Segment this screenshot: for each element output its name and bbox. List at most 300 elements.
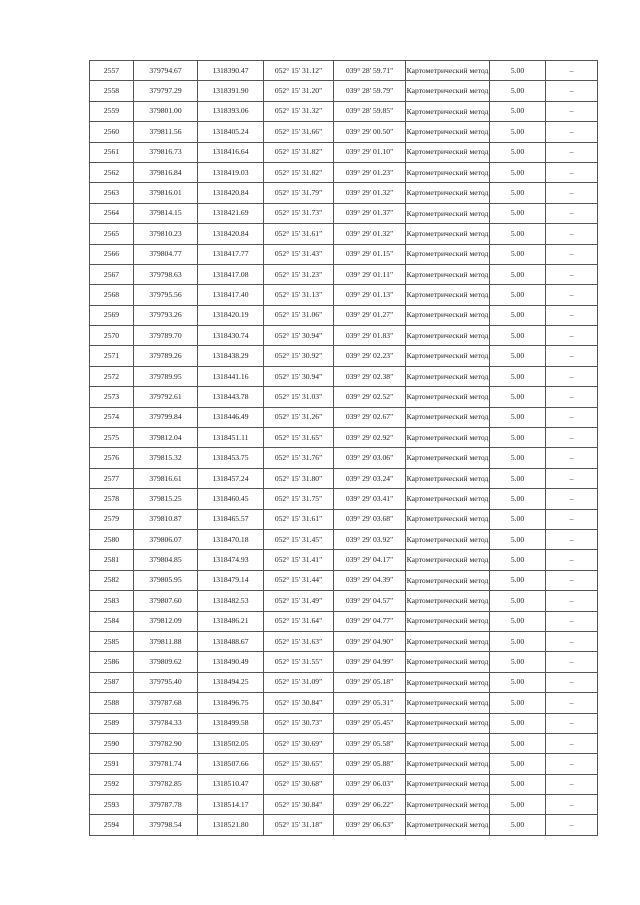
y-coordinate-cell: 1318502.05 — [198, 733, 264, 753]
method-cell: Картометрический метод — [406, 591, 490, 611]
accuracy-cell: 5.00 — [490, 672, 546, 692]
table-row — [90, 693, 598, 713]
method-cell: Картометрический метод — [406, 611, 490, 631]
longitude-cell: 039° 29' 00.50" — [334, 122, 406, 142]
latitude-cell: 052° 15' 30.94" — [264, 326, 334, 346]
accuracy-cell: 5.00 — [490, 101, 546, 121]
y-coordinate-cell: 1318451.11 — [198, 428, 264, 448]
method-cell: Картометрический метод — [406, 101, 490, 121]
description-cell: – — [546, 366, 598, 386]
x-coordinate-cell: 379781.74 — [134, 754, 198, 774]
accuracy-cell: 5.00 — [490, 509, 546, 529]
accuracy-cell: 5.00 — [490, 122, 546, 142]
y-coordinate-cell: 1318420.19 — [198, 305, 264, 325]
longitude-cell: 039° 29' 03.41" — [334, 489, 406, 509]
description-cell: – — [546, 122, 598, 142]
description-cell: – — [546, 428, 598, 448]
table-row — [90, 162, 598, 182]
point-number-cell: 2591 — [90, 754, 134, 774]
latitude-cell: 052° 15' 31.65" — [264, 428, 334, 448]
x-coordinate-cell: 379798.63 — [134, 264, 198, 284]
y-coordinate-cell: 1318421.69 — [198, 203, 264, 223]
description-cell: – — [546, 468, 598, 488]
table-row — [90, 611, 598, 631]
table-row — [90, 264, 598, 284]
y-coordinate-cell: 1318446.49 — [198, 407, 264, 427]
y-coordinate-cell: 1318499.58 — [198, 713, 264, 733]
x-coordinate-cell: 379797.29 — [134, 81, 198, 101]
method-cell: Картометрический метод — [406, 529, 490, 549]
latitude-cell: 052° 15' 31.06" — [264, 305, 334, 325]
x-coordinate-cell: 379804.77 — [134, 244, 198, 264]
latitude-cell: 052° 15' 31.03" — [264, 387, 334, 407]
method-cell: Картометрический метод — [406, 550, 490, 570]
description-cell: – — [546, 529, 598, 549]
longitude-cell: 039° 29' 03.24" — [334, 468, 406, 488]
table-row — [90, 672, 598, 692]
description-cell: – — [546, 631, 598, 651]
latitude-cell: 052° 15' 31.75" — [264, 489, 334, 509]
latitude-cell: 052° 15' 31.63" — [264, 631, 334, 651]
longitude-cell: 039° 29' 06.03" — [334, 774, 406, 794]
latitude-cell: 052° 15' 31.55" — [264, 652, 334, 672]
method-cell: Картометрический метод — [406, 61, 490, 81]
longitude-cell: 039° 29' 04.17" — [334, 550, 406, 570]
table-row — [90, 203, 598, 223]
longitude-cell: 039° 29' 02.23" — [334, 346, 406, 366]
method-cell: Картометрический метод — [406, 122, 490, 142]
table-row — [90, 448, 598, 468]
point-number-cell: 2560 — [90, 122, 134, 142]
table-row — [90, 591, 598, 611]
description-cell: – — [546, 224, 598, 244]
accuracy-cell: 5.00 — [490, 733, 546, 753]
y-coordinate-cell: 1318482.53 — [198, 591, 264, 611]
accuracy-cell: 5.00 — [490, 61, 546, 81]
y-coordinate-cell: 1318514.17 — [198, 795, 264, 815]
x-coordinate-cell: 379807.60 — [134, 591, 198, 611]
table-row — [90, 346, 598, 366]
point-number-cell: 2592 — [90, 774, 134, 794]
x-coordinate-cell: 379787.78 — [134, 795, 198, 815]
longitude-cell: 039° 29' 02.52" — [334, 387, 406, 407]
point-number-cell: 2578 — [90, 489, 134, 509]
method-cell: Картометрический метод — [406, 713, 490, 733]
point-number-cell: 2588 — [90, 693, 134, 713]
point-number-cell: 2563 — [90, 183, 134, 203]
longitude-cell: 039° 28' 59.79" — [334, 81, 406, 101]
x-coordinate-cell: 379782.85 — [134, 774, 198, 794]
point-number-cell: 2565 — [90, 224, 134, 244]
accuracy-cell: 5.00 — [490, 591, 546, 611]
point-number-cell: 2574 — [90, 407, 134, 427]
longitude-cell: 039° 29' 05.31" — [334, 693, 406, 713]
table-row — [90, 407, 598, 427]
table-row — [90, 713, 598, 733]
table-body — [90, 61, 598, 836]
table-row — [90, 774, 598, 794]
x-coordinate-cell: 379793.26 — [134, 305, 198, 325]
latitude-cell: 052° 15' 30.94" — [264, 366, 334, 386]
latitude-cell: 052° 15' 30.84" — [264, 795, 334, 815]
method-cell: Картометрический метод — [406, 754, 490, 774]
point-number-cell: 2566 — [90, 244, 134, 264]
y-coordinate-cell: 1318438.29 — [198, 346, 264, 366]
x-coordinate-cell: 379816.84 — [134, 162, 198, 182]
longitude-cell: 039° 29' 01.23" — [334, 162, 406, 182]
point-number-cell: 2585 — [90, 631, 134, 651]
y-coordinate-cell: 1318393.06 — [198, 101, 264, 121]
description-cell: – — [546, 570, 598, 590]
x-coordinate-cell: 379816.73 — [134, 142, 198, 162]
method-cell: Картометрический метод — [406, 81, 490, 101]
table-row — [90, 468, 598, 488]
description-cell: – — [546, 550, 598, 570]
x-coordinate-cell: 379806.07 — [134, 529, 198, 549]
longitude-cell: 039° 29' 01.13" — [334, 285, 406, 305]
latitude-cell: 052° 15' 31.79" — [264, 183, 334, 203]
method-cell: Картометрический метод — [406, 387, 490, 407]
longitude-cell: 039° 29' 06.22" — [334, 795, 406, 815]
latitude-cell: 052° 15' 31.26" — [264, 407, 334, 427]
x-coordinate-cell: 379789.70 — [134, 326, 198, 346]
x-coordinate-cell: 379795.40 — [134, 672, 198, 692]
point-number-cell: 2590 — [90, 733, 134, 753]
method-cell: Картометрический метод — [406, 428, 490, 448]
x-coordinate-cell: 379798.54 — [134, 815, 198, 835]
longitude-cell: 039° 29' 03.92" — [334, 529, 406, 549]
point-number-cell: 2559 — [90, 101, 134, 121]
accuracy-cell: 5.00 — [490, 611, 546, 631]
y-coordinate-cell: 1318465.57 — [198, 509, 264, 529]
point-number-cell: 2583 — [90, 591, 134, 611]
x-coordinate-cell: 379811.88 — [134, 631, 198, 651]
y-coordinate-cell: 1318490.49 — [198, 652, 264, 672]
accuracy-cell: 5.00 — [490, 795, 546, 815]
x-coordinate-cell: 379812.04 — [134, 428, 198, 448]
description-cell: – — [546, 305, 598, 325]
table-row — [90, 366, 598, 386]
table-row — [90, 631, 598, 651]
description-cell: – — [546, 611, 598, 631]
longitude-cell: 039° 29' 01.37" — [334, 203, 406, 223]
latitude-cell: 052° 15' 31.20" — [264, 81, 334, 101]
description-cell: – — [546, 733, 598, 753]
accuracy-cell: 5.00 — [490, 162, 546, 182]
description-cell: – — [546, 183, 598, 203]
method-cell: Картометрический метод — [406, 183, 490, 203]
longitude-cell: 039° 29' 04.90" — [334, 631, 406, 651]
method-cell: Картометрический метод — [406, 264, 490, 284]
method-cell: Картометрический метод — [406, 224, 490, 244]
longitude-cell: 039° 29' 02.67" — [334, 407, 406, 427]
x-coordinate-cell: 379787.68 — [134, 693, 198, 713]
latitude-cell: 052° 15' 31.73" — [264, 203, 334, 223]
latitude-cell: 052° 15' 31.18" — [264, 815, 334, 835]
longitude-cell: 039° 29' 01.27" — [334, 305, 406, 325]
longitude-cell: 039° 29' 01.83" — [334, 326, 406, 346]
longitude-cell: 039° 29' 04.77" — [334, 611, 406, 631]
y-coordinate-cell: 1318457.24 — [198, 468, 264, 488]
accuracy-cell: 5.00 — [490, 631, 546, 651]
x-coordinate-cell: 379794.67 — [134, 61, 198, 81]
table-row — [90, 244, 598, 264]
latitude-cell: 052° 15' 31.80" — [264, 468, 334, 488]
method-cell: Картометрический метод — [406, 142, 490, 162]
coordinates-table — [89, 60, 598, 836]
method-cell: Картометрический метод — [406, 774, 490, 794]
description-cell: – — [546, 264, 598, 284]
method-cell: Картометрический метод — [406, 631, 490, 651]
method-cell: Картометрический метод — [406, 448, 490, 468]
y-coordinate-cell: 1318443.78 — [198, 387, 264, 407]
description-cell: – — [546, 203, 598, 223]
latitude-cell: 052° 15' 30.65" — [264, 754, 334, 774]
accuracy-cell: 5.00 — [490, 387, 546, 407]
longitude-cell: 039° 29' 04.99" — [334, 652, 406, 672]
longitude-cell: 039° 29' 05.88" — [334, 754, 406, 774]
y-coordinate-cell: 1318391.90 — [198, 81, 264, 101]
accuracy-cell: 5.00 — [490, 815, 546, 835]
point-number-cell: 2558 — [90, 81, 134, 101]
x-coordinate-cell: 379812.09 — [134, 611, 198, 631]
y-coordinate-cell: 1318494.25 — [198, 672, 264, 692]
x-coordinate-cell: 379795.56 — [134, 285, 198, 305]
point-number-cell: 2562 — [90, 162, 134, 182]
table-row — [90, 81, 598, 101]
latitude-cell: 052° 15' 31.82" — [264, 162, 334, 182]
longitude-cell: 039° 29' 01.32" — [334, 224, 406, 244]
description-cell: – — [546, 101, 598, 121]
description-cell: – — [546, 693, 598, 713]
latitude-cell: 052° 15' 31.61" — [264, 224, 334, 244]
latitude-cell: 052° 15' 31.43" — [264, 244, 334, 264]
method-cell: Картометрический метод — [406, 733, 490, 753]
method-cell: Картометрический метод — [406, 346, 490, 366]
table-row — [90, 754, 598, 774]
table-row — [90, 795, 598, 815]
table-row — [90, 183, 598, 203]
accuracy-cell: 5.00 — [490, 407, 546, 427]
point-number-cell: 2571 — [90, 346, 134, 366]
description-cell: – — [546, 448, 598, 468]
x-coordinate-cell: 379814.15 — [134, 203, 198, 223]
latitude-cell: 052° 15' 31.66" — [264, 122, 334, 142]
longitude-cell: 039° 29' 03.68" — [334, 509, 406, 529]
x-coordinate-cell: 379811.56 — [134, 122, 198, 142]
longitude-cell: 039° 29' 01.32" — [334, 183, 406, 203]
table-row — [90, 733, 598, 753]
table-row — [90, 61, 598, 81]
table-row — [90, 387, 598, 407]
table-row — [90, 224, 598, 244]
y-coordinate-cell: 1318416.64 — [198, 142, 264, 162]
y-coordinate-cell: 1318417.08 — [198, 264, 264, 284]
method-cell: Картометрический метод — [406, 326, 490, 346]
description-cell: – — [546, 162, 598, 182]
method-cell: Картометрический метод — [406, 509, 490, 529]
latitude-cell: 052° 15' 31.49" — [264, 591, 334, 611]
description-cell: – — [546, 754, 598, 774]
latitude-cell: 052° 15' 31.13" — [264, 285, 334, 305]
description-cell: – — [546, 142, 598, 162]
description-cell: – — [546, 326, 598, 346]
accuracy-cell: 5.00 — [490, 366, 546, 386]
longitude-cell: 039° 28' 59.71" — [334, 61, 406, 81]
method-cell: Картометрический метод — [406, 285, 490, 305]
y-coordinate-cell: 1318488.67 — [198, 631, 264, 651]
longitude-cell: 039° 29' 04.39" — [334, 570, 406, 590]
longitude-cell: 039° 29' 05.58" — [334, 733, 406, 753]
description-cell: – — [546, 815, 598, 835]
latitude-cell: 052° 15' 31.23" — [264, 264, 334, 284]
table-row — [90, 652, 598, 672]
accuracy-cell: 5.00 — [490, 693, 546, 713]
longitude-cell: 039° 29' 03.06" — [334, 448, 406, 468]
longitude-cell: 039° 29' 01.15" — [334, 244, 406, 264]
y-coordinate-cell: 1318430.74 — [198, 326, 264, 346]
latitude-cell: 052° 15' 31.44" — [264, 570, 334, 590]
point-number-cell: 2573 — [90, 387, 134, 407]
point-number-cell: 2587 — [90, 672, 134, 692]
x-coordinate-cell: 379816.61 — [134, 468, 198, 488]
method-cell: Картометрический метод — [406, 489, 490, 509]
accuracy-cell: 5.00 — [490, 244, 546, 264]
y-coordinate-cell: 1318479.14 — [198, 570, 264, 590]
y-coordinate-cell: 1318470.18 — [198, 529, 264, 549]
point-number-cell: 2576 — [90, 448, 134, 468]
point-number-cell: 2580 — [90, 529, 134, 549]
description-cell: – — [546, 489, 598, 509]
longitude-cell: 039° 29' 06.63" — [334, 815, 406, 835]
table-row — [90, 285, 598, 305]
method-cell: Картометрический метод — [406, 366, 490, 386]
longitude-cell: 039° 29' 04.57" — [334, 591, 406, 611]
point-number-cell: 2577 — [90, 468, 134, 488]
method-cell: Картометрический метод — [406, 468, 490, 488]
point-number-cell: 2572 — [90, 366, 134, 386]
description-cell: – — [546, 285, 598, 305]
accuracy-cell: 5.00 — [490, 652, 546, 672]
longitude-cell: 039° 28' 59.85" — [334, 101, 406, 121]
method-cell: Картометрический метод — [406, 162, 490, 182]
accuracy-cell: 5.00 — [490, 754, 546, 774]
y-coordinate-cell: 1318496.75 — [198, 693, 264, 713]
accuracy-cell: 5.00 — [490, 550, 546, 570]
table-row — [90, 529, 598, 549]
x-coordinate-cell: 379810.23 — [134, 224, 198, 244]
y-coordinate-cell: 1318441.16 — [198, 366, 264, 386]
description-cell: – — [546, 652, 598, 672]
point-number-cell: 2584 — [90, 611, 134, 631]
latitude-cell: 052° 15' 31.09" — [264, 672, 334, 692]
accuracy-cell: 5.00 — [490, 224, 546, 244]
y-coordinate-cell: 1318420.84 — [198, 224, 264, 244]
x-coordinate-cell: 379789.26 — [134, 346, 198, 366]
accuracy-cell: 5.00 — [490, 81, 546, 101]
method-cell: Картометрический метод — [406, 672, 490, 692]
table-row — [90, 305, 598, 325]
description-cell: – — [546, 407, 598, 427]
table-row — [90, 428, 598, 448]
table-row — [90, 326, 598, 346]
accuracy-cell: 5.00 — [490, 264, 546, 284]
y-coordinate-cell: 1318453.75 — [198, 448, 264, 468]
table-row — [90, 550, 598, 570]
latitude-cell: 052° 15' 31.41" — [264, 550, 334, 570]
x-coordinate-cell: 379799.84 — [134, 407, 198, 427]
point-number-cell: 2561 — [90, 142, 134, 162]
latitude-cell: 052° 15' 30.84" — [264, 693, 334, 713]
accuracy-cell: 5.00 — [490, 448, 546, 468]
accuracy-cell: 5.00 — [490, 774, 546, 794]
description-cell: – — [546, 672, 598, 692]
longitude-cell: 039° 29' 01.10" — [334, 142, 406, 162]
accuracy-cell: 5.00 — [490, 203, 546, 223]
latitude-cell: 052° 15' 30.92" — [264, 346, 334, 366]
x-coordinate-cell: 379815.25 — [134, 489, 198, 509]
accuracy-cell: 5.00 — [490, 713, 546, 733]
table-row — [90, 489, 598, 509]
x-coordinate-cell: 379815.32 — [134, 448, 198, 468]
latitude-cell: 052° 15' 31.76" — [264, 448, 334, 468]
point-number-cell: 2557 — [90, 61, 134, 81]
description-cell: – — [546, 774, 598, 794]
accuracy-cell: 5.00 — [490, 428, 546, 448]
accuracy-cell: 5.00 — [490, 489, 546, 509]
x-coordinate-cell: 379801.00 — [134, 101, 198, 121]
x-coordinate-cell: 379809.62 — [134, 652, 198, 672]
x-coordinate-cell: 379782.90 — [134, 733, 198, 753]
y-coordinate-cell: 1318510.47 — [198, 774, 264, 794]
longitude-cell: 039° 29' 02.92" — [334, 428, 406, 448]
accuracy-cell: 5.00 — [490, 285, 546, 305]
method-cell: Картометрический метод — [406, 407, 490, 427]
y-coordinate-cell: 1318521.80 — [198, 815, 264, 835]
y-coordinate-cell: 1318507.66 — [198, 754, 264, 774]
y-coordinate-cell: 1318417.40 — [198, 285, 264, 305]
point-number-cell: 2581 — [90, 550, 134, 570]
point-number-cell: 2589 — [90, 713, 134, 733]
method-cell: Картометрический метод — [406, 795, 490, 815]
description-cell: – — [546, 244, 598, 264]
method-cell: Картометрический метод — [406, 815, 490, 835]
y-coordinate-cell: 1318405.24 — [198, 122, 264, 142]
longitude-cell: 039° 29' 05.45" — [334, 713, 406, 733]
longitude-cell: 039° 29' 02.38" — [334, 366, 406, 386]
y-coordinate-cell: 1318486.21 — [198, 611, 264, 631]
x-coordinate-cell: 379805.95 — [134, 570, 198, 590]
method-cell: Картометрический метод — [406, 652, 490, 672]
longitude-cell: 039° 29' 05.18" — [334, 672, 406, 692]
accuracy-cell: 5.00 — [490, 529, 546, 549]
point-number-cell: 2570 — [90, 326, 134, 346]
accuracy-cell: 5.00 — [490, 468, 546, 488]
accuracy-cell: 5.00 — [490, 326, 546, 346]
x-coordinate-cell: 379810.87 — [134, 509, 198, 529]
x-coordinate-cell: 379804.85 — [134, 550, 198, 570]
point-number-cell: 2564 — [90, 203, 134, 223]
y-coordinate-cell: 1318417.77 — [198, 244, 264, 264]
description-cell: – — [546, 509, 598, 529]
point-number-cell: 2579 — [90, 509, 134, 529]
y-coordinate-cell: 1318419.03 — [198, 162, 264, 182]
accuracy-cell: 5.00 — [490, 142, 546, 162]
description-cell: – — [546, 81, 598, 101]
point-number-cell: 2568 — [90, 285, 134, 305]
point-number-cell: 2593 — [90, 795, 134, 815]
point-number-cell: 2586 — [90, 652, 134, 672]
